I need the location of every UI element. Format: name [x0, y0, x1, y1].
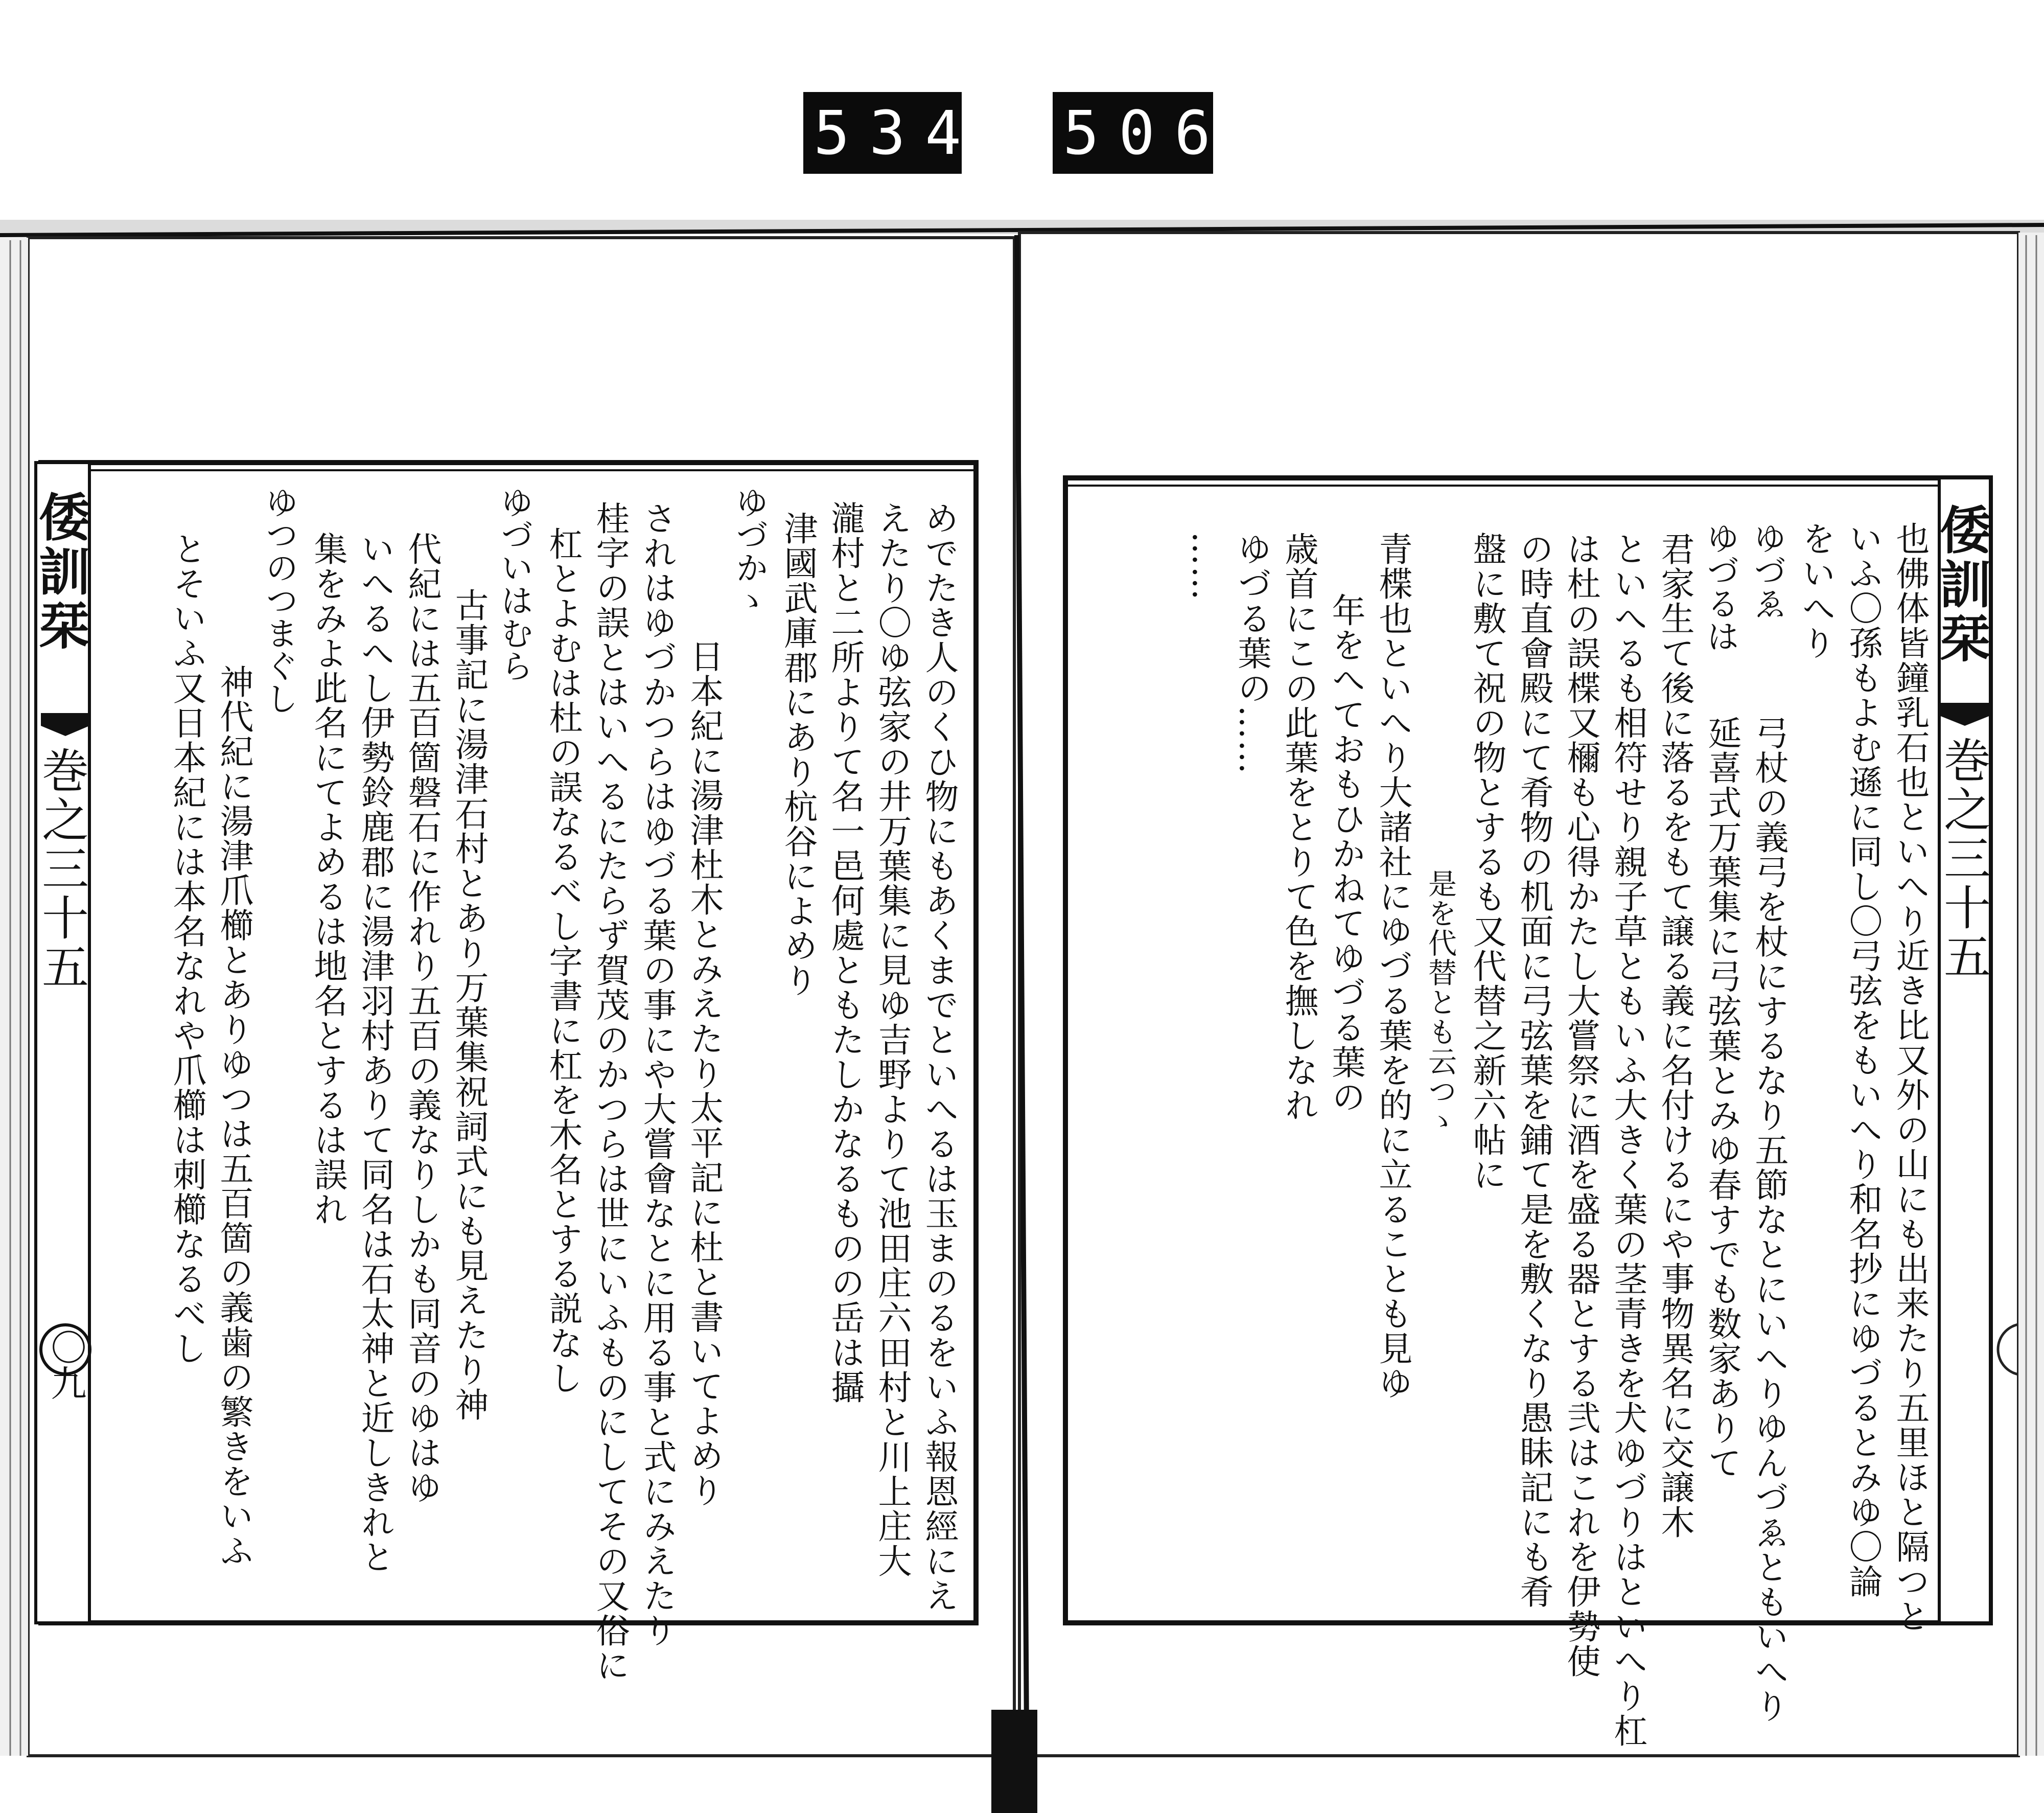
text-column: 津國武庫郡にあり杭谷によめり: [778, 511, 818, 998]
text-column: 瀧村と二所よりて名一邑何處ともたしかなるものの岳は攝: [825, 501, 865, 1405]
text-column: えたり〇ゆ弦家の井万葉集に見ゆ吉野よりて池田庄六田村と川上庄大: [872, 501, 912, 1578]
text-column: ……: [1185, 532, 1224, 601]
text-column: いふ〇孫もよむ遜に同し〇弓弦をもいへり和名抄にゆづるとみゆ〇論: [1843, 521, 1883, 1599]
volume-label: 巻之三十五: [34, 746, 89, 992]
text-column: されはゆづかつらはゆづる葉の事にや大嘗會なとに用る事と式にみえたり: [637, 501, 677, 1648]
text-column: 集をみよ此名にてよめるは地名とするは誤れ: [308, 532, 347, 1227]
text-column: とそいふ又日本紀には本名なれや爪櫛は刺櫛なるべし: [167, 532, 206, 1366]
entry-heading: ゆづかゝ: [730, 486, 768, 616]
text-column: 日本紀に湯津杜木とみえたり太平記に杜と書いてよめり: [684, 639, 724, 1508]
text-column: の時直會殿にて肴物の机面に弓弦葉を鋪て是を敷くなり愚眛記にも肴: [1514, 532, 1553, 1609]
text-column: 古事記に湯津石村とあり万葉集祝詞式にも見えたり神: [449, 588, 489, 1422]
spine-block: [991, 1710, 1037, 1813]
entry-heading: ゆづるは: [1701, 521, 1739, 652]
text-column: 歳首にこの此葉をとりて色を撫しなれ: [1279, 532, 1318, 1122]
text-column: は杜の誤楪又檷も心得かたし大嘗祭に酒を盛る器とする弐はこれを伊勢使: [1561, 532, 1600, 1679]
folio-number: 〇九: [45, 1329, 87, 1401]
poem-column: 年をへておもひかねてゆづる葉の: [1326, 593, 1365, 1114]
text-column: 弓杖の義弓を杖にするなり五節なとにいへりゆんづゑともいへり: [1749, 716, 1788, 1724]
text-column: ゆづる葉の……: [1232, 532, 1271, 775]
text-column: 杠とよむは杜の誤なるべし字書に杠を木名とする説なし: [543, 526, 583, 1395]
text-column: 桂字の誤とはいへるにたらず賀茂のかつらは世にいふものにしてその又俗に: [590, 501, 630, 1683]
text-column: 神代紀に湯津爪櫛とありゆつは五百箇の義歯の繁きをいふ: [214, 664, 253, 1568]
entry-heading: ゆづいはむら: [495, 486, 533, 682]
text-column: 盤に敷て祝の物とするも又代替之新六帖に: [1467, 532, 1506, 1192]
text-column: いへるへし伊勢鈴鹿郡に湯津羽村ありて同名は石太神と近しきれと: [355, 532, 394, 1574]
text-column: 代紀には五百箇磐石に作れり五百の義なりしかも同音のゆはゆ: [402, 532, 442, 1505]
poem-column: 是を代替とも云つゝ: [1424, 869, 1457, 1136]
text-column: といへるも相符せり親子草ともいふ大きく葉の茎青きを犬ゆづりはといへり杠: [1608, 532, 1647, 1748]
entry-heading: ゆづゑ: [1748, 521, 1786, 619]
text-column: 青楪也といへり大諸社にゆづる葉を的に立ることも見ゆ: [1373, 532, 1412, 1401]
archive-number-label: 506.: [1053, 92, 1213, 174]
volume-label: 巻之三十五: [1936, 736, 1991, 981]
text-column: 延喜式万葉集に弓弦葉とみゆ春すでも数家ありて: [1702, 716, 1741, 1480]
text-column: めでたき人のくひ物にもあくまでといへるは玉まのるをいふ報恩經にえ: [919, 501, 959, 1613]
text-column: をいへり: [1796, 521, 1836, 660]
text-column: 也佛体皆鐘乳石也といへり近き比又外の山にも出来たり五里ほと隔つと: [1890, 521, 1930, 1634]
text-column: 君家生て後に落るをもて譲る義に名付けるにや事物異名に交譲木: [1655, 532, 1694, 1540]
entry-heading: ゆつのつまぐし: [260, 486, 298, 715]
archive-number-label: 534: [803, 92, 962, 174]
running-title: 倭訓栞: [1931, 503, 1991, 666]
running-title: 倭訓栞: [30, 491, 90, 653]
